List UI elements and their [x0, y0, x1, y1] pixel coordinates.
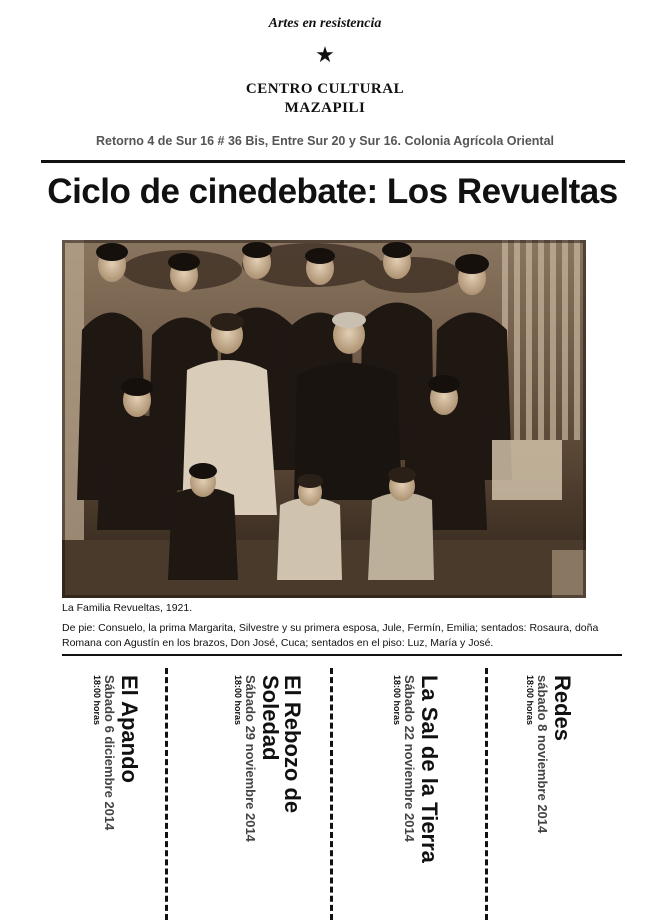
film-date: Sábado 29 noviembre 2014 — [243, 675, 258, 842]
page-title: Ciclo de cinedebate: Los Revueltas — [47, 172, 618, 211]
film-time: 18:00 horas — [525, 675, 535, 726]
address: Retorno 4 de Sur 16 # 36 Bis, Entre Sur 20 y Sur 16. Colonia Agrícola Oriental — [95, 134, 554, 148]
film-time: 18:00 horas — [392, 675, 402, 726]
film-title-line-2: Soledad — [258, 675, 283, 761]
film-date: Sábado 22 noviembre 2014 — [402, 675, 417, 842]
film-date: sábado 8 noviembre 2014 — [535, 675, 550, 834]
family-portrait-photo — [62, 240, 586, 598]
film-title: El Apando — [117, 675, 142, 783]
dashed-separator — [330, 668, 333, 920]
organization-name — [0, 80, 650, 118]
film-time: 18:00 horas — [92, 675, 102, 726]
photo-caption-title: La Familia Revueltas, 1921. — [62, 602, 193, 614]
tagline: Artes en resistencia — [268, 16, 382, 31]
film-redes — [525, 675, 573, 833]
film-date: Sábado 6 diciembre 2014 — [102, 675, 117, 831]
org-line-2: MAZAPILI — [284, 100, 366, 116]
film-title-line-1: El Rebozo de — [280, 675, 305, 814]
film-la-sal-de-la-tierra — [392, 675, 440, 863]
bottom-divider — [62, 654, 622, 656]
dashed-separator — [165, 668, 168, 920]
film-el-rebozo-de-soledad — [233, 675, 303, 842]
film-title: La Sal de la Tierra — [417, 675, 442, 863]
top-divider — [41, 160, 625, 163]
film-el-apando — [92, 675, 140, 830]
family-photo-illustration — [62, 240, 586, 598]
org-line-1: CENTRO CULTURAL — [245, 81, 405, 97]
photo-caption-text: De pie: Consuelo, la prima Margarita, Silvestre y su primera esposa, Jule, Fermín, Emilia; sentados: Rosaura, doña Romana con Agustín en los brazos, Don José, Cuca; sentados en el piso: Luz, María y José. — [62, 622, 599, 649]
dashed-separator — [485, 668, 488, 920]
film-title: Redes — [550, 675, 575, 742]
film-time: 18:00 horas — [233, 675, 243, 726]
star-icon: ★ — [315, 42, 335, 67]
